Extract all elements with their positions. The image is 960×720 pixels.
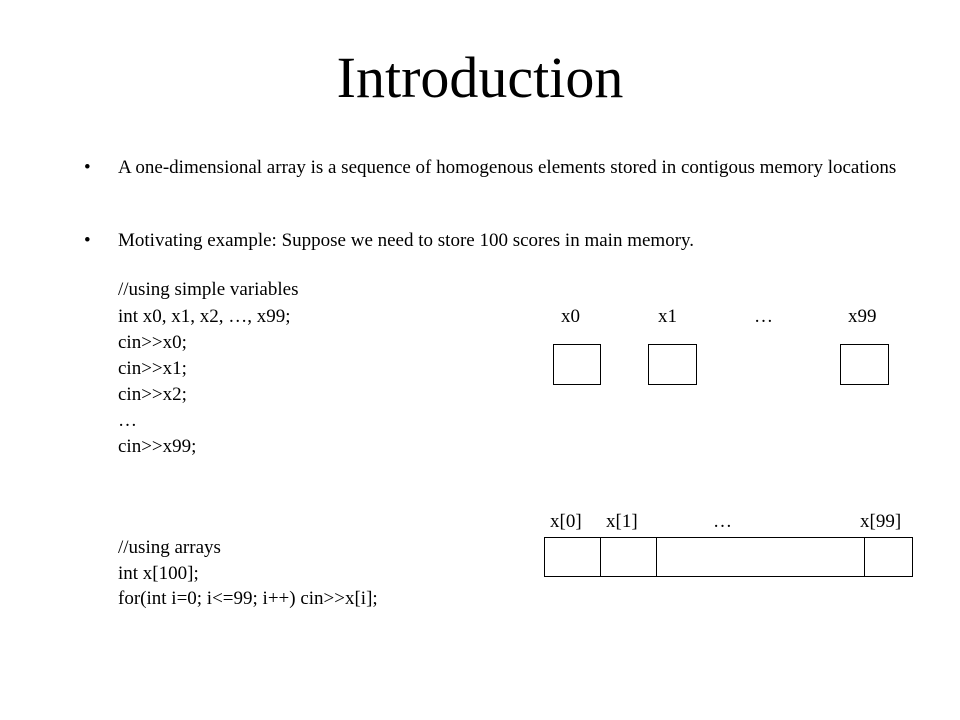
bullet-text: A one-dimensional array is a sequence of homogenous elements stored in contigous memory locations xyxy=(118,157,897,178)
bullet-dot: • xyxy=(84,157,91,178)
code-comment-simple: //using simple variables xyxy=(118,279,299,300)
code-line: cin>>x2; xyxy=(118,384,187,405)
code-line: cin>>x99; xyxy=(118,436,197,457)
slide-title: Introduction xyxy=(336,45,624,110)
array-cell-divider xyxy=(600,538,601,576)
bullet-text: Motivating example: Suppose we need to store 100 scores in main memory. xyxy=(118,230,695,251)
variable-label-ellipsis: … xyxy=(754,306,773,327)
code-line: cin>>x0; xyxy=(118,332,187,353)
variable-label-x1: x1 xyxy=(658,306,677,327)
array-label-ellipsis: … xyxy=(713,511,732,532)
array-cell-divider xyxy=(656,538,657,576)
bullet-dot: • xyxy=(84,230,91,251)
code-line: int x0, x1, x2, …, x99; xyxy=(118,306,291,327)
code-line: int x[100]; xyxy=(118,563,199,584)
variable-label-x99: x99 xyxy=(848,306,877,327)
code-comment-arrays: //using arrays xyxy=(118,537,221,558)
code-line: cin>>x1; xyxy=(118,358,187,379)
code-line: … xyxy=(118,410,137,431)
memory-box-x1 xyxy=(648,344,697,385)
array-label-x0: x[0] xyxy=(550,511,582,532)
array-memory-strip xyxy=(544,537,913,577)
variable-label-x0: x0 xyxy=(561,306,580,327)
array-cell-divider xyxy=(864,538,865,576)
code-line: for(int i=0; i<=99; i++) cin>>x[i]; xyxy=(118,588,378,609)
memory-box-x0 xyxy=(553,344,601,385)
memory-box-x99 xyxy=(840,344,889,385)
array-label-x1: x[1] xyxy=(606,511,638,532)
array-label-x99: x[99] xyxy=(860,511,902,532)
